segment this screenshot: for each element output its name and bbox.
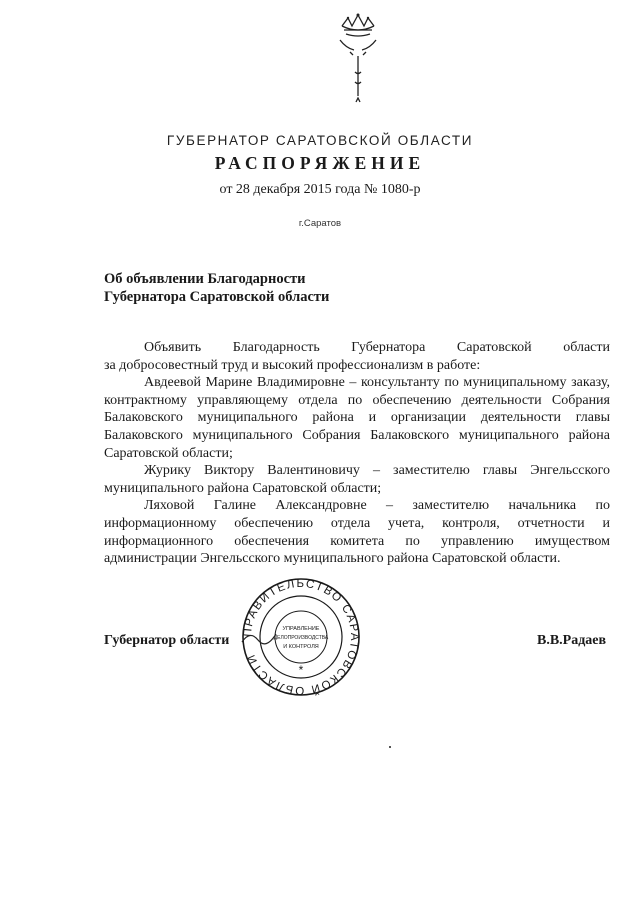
document-date-number: от 28 декабря 2015 года № 1080-р: [219, 182, 421, 197]
body-paragraph-1b: за добросовестный труд и высокий профессионализм в работе:: [104, 357, 481, 373]
body-paragraph-1: Объявить Благодарность Губернатора Саратовской области: [144, 340, 610, 355]
subject-line-2: Губернатора Саратовской области: [104, 289, 330, 305]
stamp-inner-line-1: УПРАВЛЕНИЕ: [282, 626, 320, 632]
body-paragraph-4: Ляховой Галине Александровне – заместителю начальника по информационному обеспечению отдела учета, контроля, отчетности и информационного обеспечения комитета по управлению имуществом администрации Энгельсского муниципального района Саратовской области.: [104, 498, 610, 567]
crown-emblem-icon: [322, 12, 394, 112]
scan-speck: [389, 746, 391, 748]
subject-line-1: Об объявлении Благодарности: [104, 271, 306, 287]
stamp-inner-line-2: ДЕЛОПРОИЗВОДСТВА: [273, 635, 329, 641]
document-place: г.Саратов: [298, 218, 342, 229]
document-subject: [104, 270, 329, 306]
document-type: РАСПОРЯЖЕНИЕ: [214, 153, 426, 173]
document-body: [104, 339, 610, 568]
body-paragraph-2: Авдеевой Марине Владимировне – консультанту по муниципальному заказу, контрактному управляющему отдела по обеспечению деятельности Собрания Балаковского муниципального района и организации деятельности главы Балаковского муниципального Собрания Балаковского муниципального района Саратовской области;: [104, 375, 610, 461]
body-paragraph-3: Журику Виктору Валентиновичу – заместителю главы Энгельсского муниципального района Саратовской области;: [104, 463, 610, 496]
signatory-name: В.В.Радаев: [537, 633, 607, 648]
issuer-heading: ГУБЕРНАТОР САРАТОВСКОЙ ОБЛАСТИ: [166, 133, 474, 148]
stamp-inner-line-3: И КОНТРОЛЯ: [283, 644, 319, 650]
stamp-outer-text: ПРАВИТЕЛЬСТВО САРАТОВСКОЙ ОБЛАСТИ: [241, 577, 361, 697]
signature-stroke: [240, 628, 280, 648]
stamp-star: *: [298, 663, 304, 677]
signatory-position: Губернатор области: [104, 633, 230, 648]
